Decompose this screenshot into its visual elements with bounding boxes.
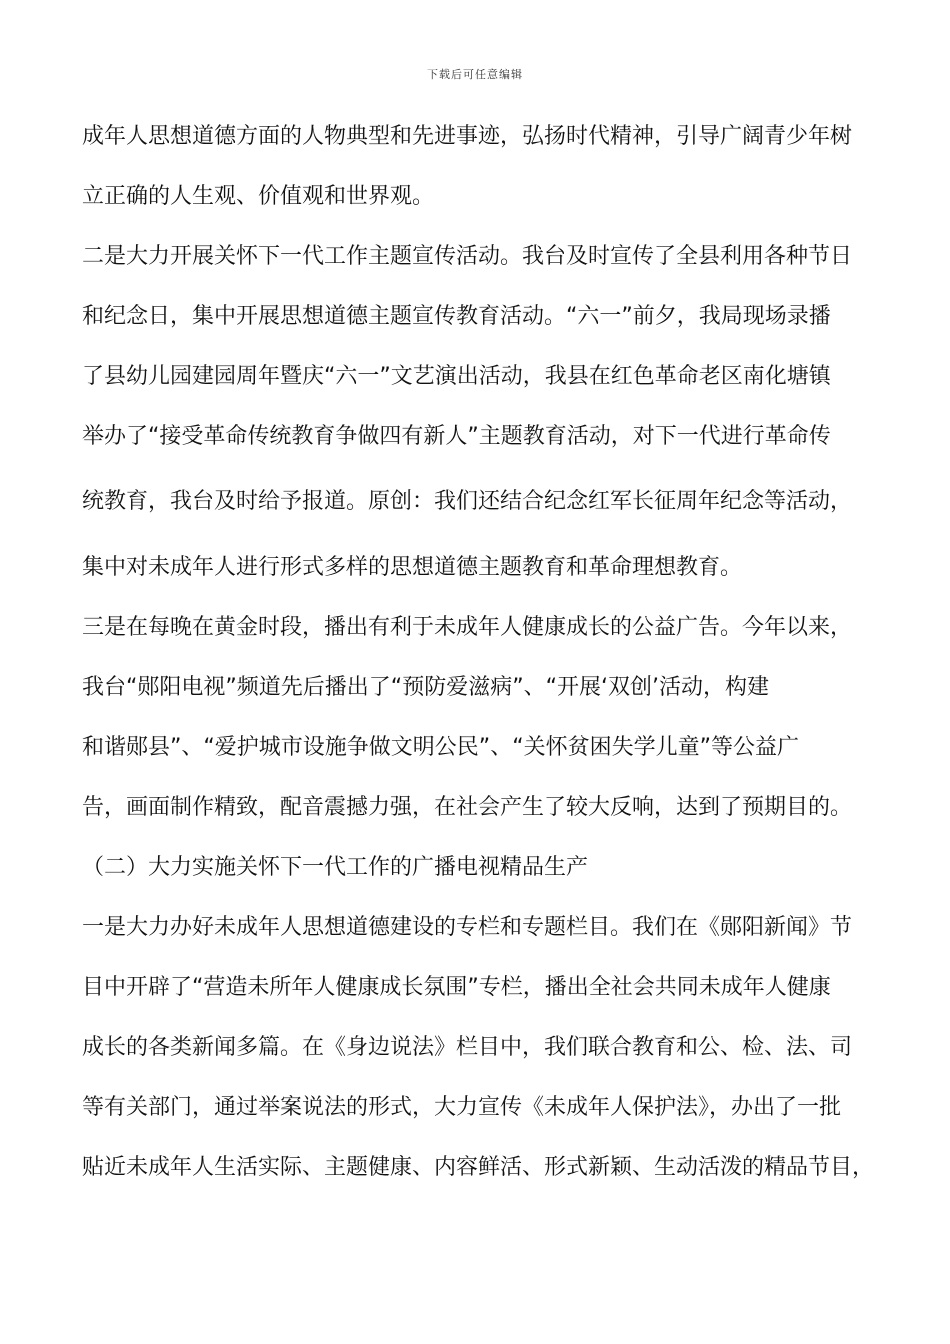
text-line: 三是在每晚在黄金时段，播出有利于未成年人健康成长的公益广告。今年以来， — [82, 615, 853, 640]
text-line: 举办了“接受革命传统教育争做四有新人”主题教育活动，对下一代进行革命传 — [82, 424, 831, 449]
page-header: 下载后可任意编辑 — [427, 68, 523, 81]
text-line: 集中对未成年人进行形式多样的思想道德主题教育和革命理想教育。 — [82, 555, 743, 580]
text-line: 成年人思想道德方面的人物典型和先进事迹，弘扬时代精神，引导广阔青少年树 — [82, 124, 853, 149]
text-line: 贴近未成年人生活实际、主题健康、内容鲜活、形式新颖、生动活泼的精品节目， — [82, 1155, 875, 1180]
text-line: 统教育，我台及时给予报道。原创：我们还结合纪念红军长征周年纪念等活动， — [82, 489, 853, 514]
text-line: 了县幼儿园建园周年暨庆“六一”文艺演出活动，我县在红色革命老区南化塘镇 — [82, 364, 831, 389]
text-line: 告，画面制作精致，配音震撼力强，在社会产生了较大反响，达到了预期目的。 — [82, 795, 853, 820]
text-line: 二是大力开展关怀下一代工作主题宣传活动。我台及时宣传了全县利用各种节日 — [82, 244, 853, 269]
text-line: 成长的各类新闻多篇。在《身边说法》栏目中，我们联合教育和公、检、法、司 — [82, 1035, 853, 1060]
text-line: 立正确的人生观、价值观和世界观。 — [82, 184, 435, 209]
text-line: 我台“郧阳电视”频道先后播出了“预防爱滋病”、“开展‘双创’活动，构建 — [82, 675, 769, 700]
text-line: 和谐郧县”、“爱护城市设施争做文明公民”、“关怀贫困失学儿童”等公益广 — [82, 735, 799, 760]
text-line: 目中开辟了“营造未所年人健康成长氛围”专栏，播出全社会共同未成年人健康 — [82, 975, 831, 1000]
text-line: 一是大力办好未成年人思想道德建设的专栏和专题栏目。我们在《郧阳新闻》节 — [82, 915, 853, 940]
section-heading: （二）大力实施关怀下一代工作的广播电视精品生产 — [82, 855, 589, 880]
text-line: 和纪念日，集中开展思想道德主题宣传教育活动。“六一”前夕，我局现场录播 — [82, 304, 831, 329]
text-line: 等有关部门，通过举案说法的形式，大力宣传《未成年人保护法》，办出了一批 — [82, 1095, 842, 1120]
